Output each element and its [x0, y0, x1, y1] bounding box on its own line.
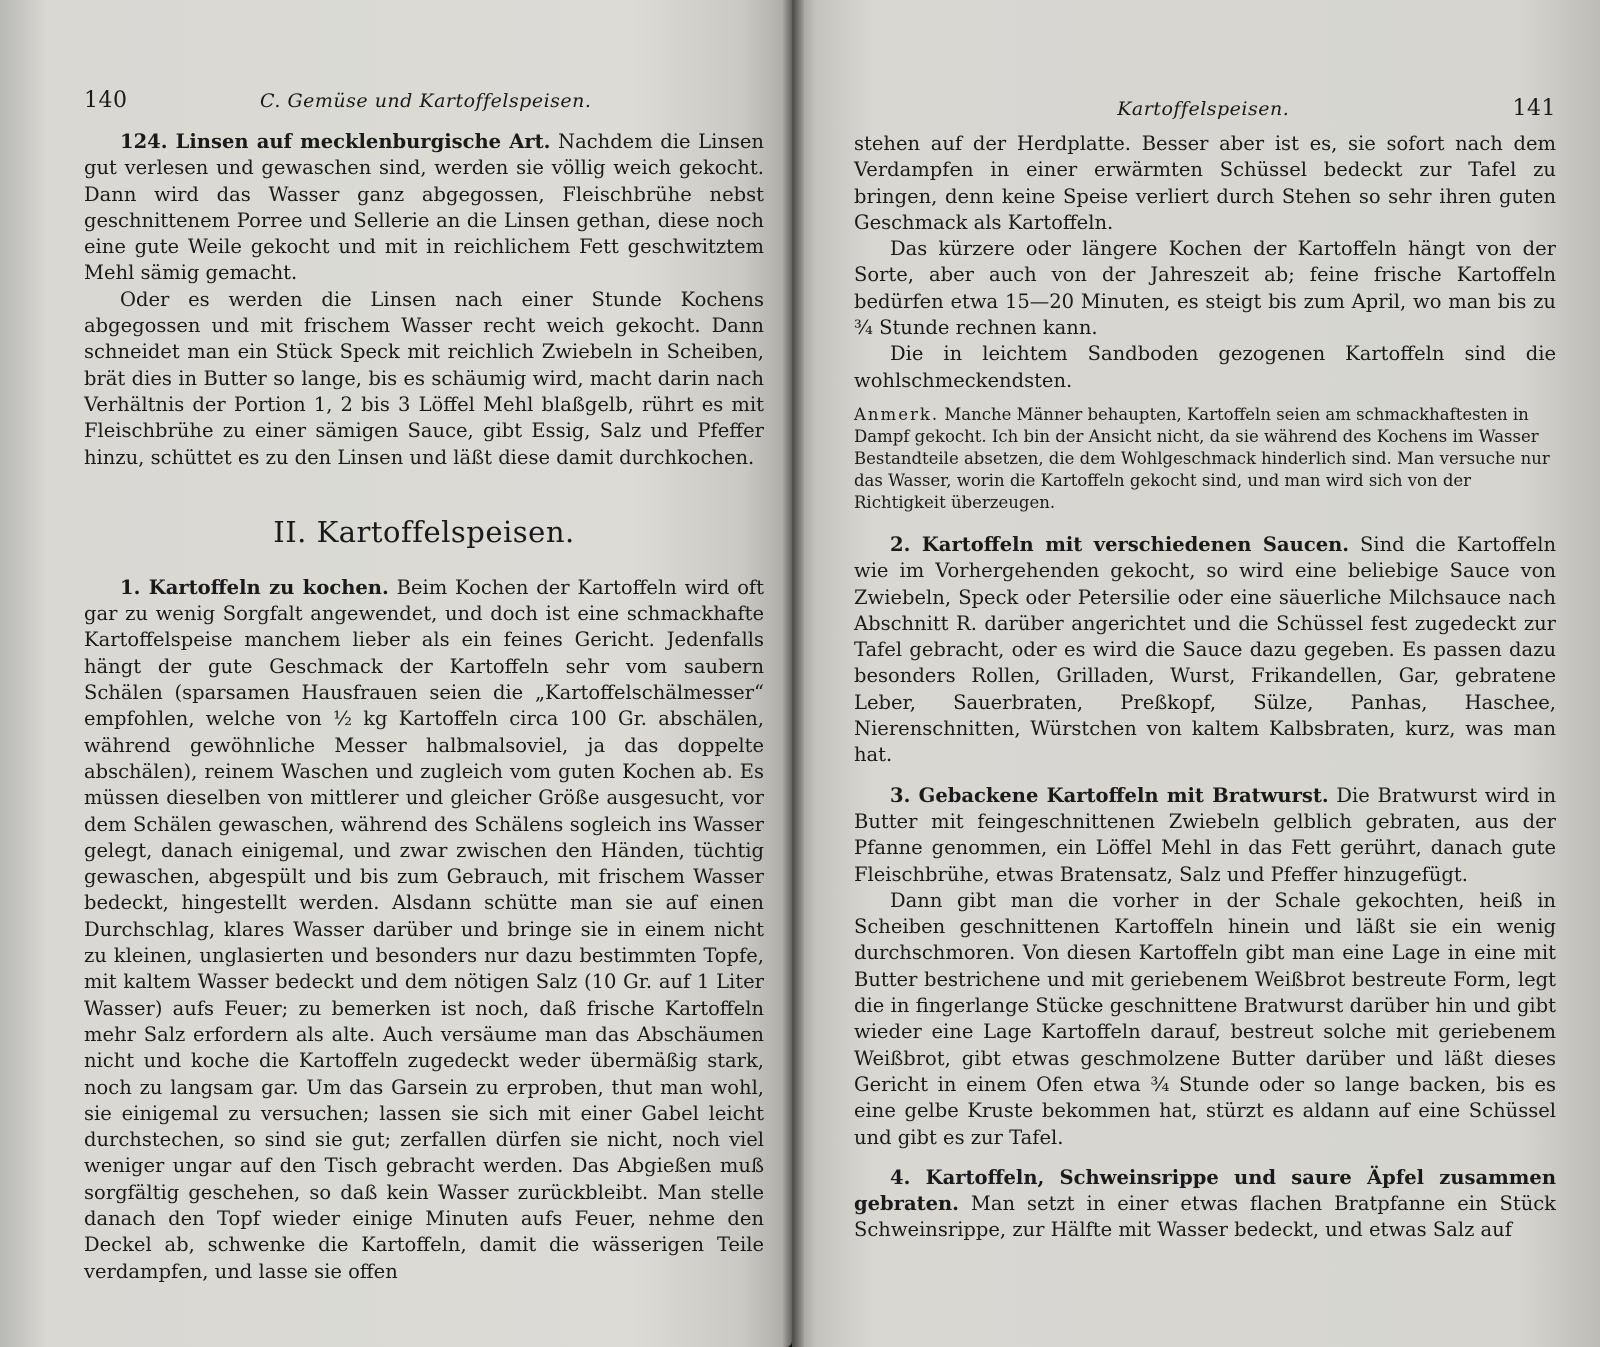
left-page — [0, 0, 792, 1347]
recipe-2-text: Sind die Kartoffeln wie im Vorhergehenden gekocht, so wird eine beliebige Sauce von Zwiebeln, Speck oder Petersilie oder eine säuerliche Milchsauce nach Abschnitt R. darüber angerichtet und die Schüssel fest zugedeckt zur Tafel gebracht, oder es wird die Sauce dazu gegeben. Es passen dazu besonders Rollen, Grilladen, Wurst, Frikandellen, Gar, gebratene Leber, Sauerbraten, Preßkopf, Sülze, Panhas, Haschee, Nierenschnitten, Würstchen von kaltem Kalbsbraten, kurz, was man hat. — [854, 532, 1556, 767]
recipe-2-paragraph — [854, 532, 1556, 769]
left-running-head — [84, 88, 764, 113]
running-title-right: Kartoffelspeisen. — [1117, 98, 1290, 120]
running-title-left: C. Gemüse und Kartoffelspeisen. — [260, 90, 592, 112]
recipe-4-text: Man setzt in einer etwas flachen Bratpfanne ein Stück Schweinsrippe, zur Hälfte mit Wasser bedeckt, und etwas Salz auf — [854, 1192, 1556, 1242]
section-heading: II. Kartoffelspeisen. — [273, 514, 575, 549]
right-page — [792, 0, 1600, 1347]
cooking-time-paragraph: Das kürzere oder längere Kochen der Kartoffeln hängt von der Sorte, aber auch von der Jahreszeit ab; feine frische Kartoffeln bedürfen etwa 15—20 Minuten, es steigt bis zum April, wo man bis zu ¾ Stunde rechnen kann. — [854, 237, 1556, 340]
page-number-right: 141 — [1512, 96, 1556, 121]
recipe-124-text-2: Oder es werden die Linsen nach einer Stunde Kochens abgegossen und mit frischem Wasser recht weich gekocht. Dann schneidet man ein Stück Speck mit reichlich Zwiebeln in Scheiben, brät dies in Butter so lange, bis es schäumig wird, macht darin nach Verhältnis der Portion 1, 2 bis 3 Löffel Mehl blaßgelb, rührt es mit Fleischbrühe zu einer sämigen Sauce, gibt Essig, Salz und Pfeffer hinzu, schüttet es zu den Linsen und läßt diese damit durchkochen. — [84, 287, 764, 469]
recipe-3-text-2: Dann gibt man die vorher in der Schale gekochten, heiß in Scheiben geschnittenen Kartoffeln hinein und läßt sie ein wenig durchschmoren. Von diesen Kartoffeln gibt man eine Lage in eine mit Butter bestrichene und mit geriebenem Weißbrot bestreute Form, legt die in fingerlange Stücke geschnittene Bratwurst darüber hin und gibt wieder eine Lage Kartoffeln darauf, bestreut solche mit geriebenem Weißbrot, gibt etwas geschmolzene Butter darüber und läßt dieses Gericht in einem Ofen etwa ¾ Stunde oder so lange backen, bis es eine gelbe Kruste bekommen hat, stürzt es aldann auf eine Schüssel und gibt es zur Tafel. — [854, 888, 1556, 1149]
recipe-1-text: Beim Kochen der Kartoffeln wird oft gar zu wenig Sorgfalt angewendet, und doch ist eine schmackhafte Kartoffelspeise manchem lieber als ein feines Gericht. Jedenfalls hängt der gute Geschmack der Kartoffeln sehr vom saubern Schälen (sparsamen Hausfrauen seien die „Kartoffelschälmesser“ empfohlen, welche von ½ kg Kartoffeln circa 100 Gr. abschälen, während gewöhnliche Messer halbmalsoviel, ja das doppelte abschälen), reinem Waschen und zugleich vom guten Kochen ab. Es müssen dieselben von mittlerer und gleicher Größe ausgesucht, vor dem Schälen gewaschen, während des Schälens sogleich ins Wasser gelegt, danach einigemal, und zwar zwischen den Händen, tüchtig gewaschen, abgespült und bis zum Gebrauch, mit frischem Wasser bedeckt, hingestellt werden. Alsdann schütte man sie auf einen Durchschlag, klares Wasser darüber und bringe sie in einem nicht zu kleinen, unglasierten und besonders nur dazu bestimmten Topfe, mit kaltem Wasser bedeckt und dem nötigen Salz (10 Gr. auf 1 Liter Wasser) aufs Feuer; zu bemerken ist noch, daß frische Kartoffeln mehr Salz erfordern als alte. Auch versäume man das Abschäumen nicht und koche die Kartoffeln zugedeckt weder übermäßig stark, noch zu langsam gar. Um das Garsein zu erproben, thut man wohl, sie einigemal zu versuchen; lassen sie sich mit einer Gabel leicht durchstechen, so sind sie gut; zerfallen dürfen sie nicht, noch viel weniger ungar auf den Tisch gebracht werden. Das Abgießen muß sorgfältig geschehen, so daß kein Wasser zurückbleibt. Man stelle danach den Topf wieder einige Minuten aufs Feuer, nehme den Deckel ab, schwenke die Kartoffeln, damit die wässerigen Teile verdampfen, und lasse sie offen — [84, 575, 764, 1283]
recipe-124-paragraph — [84, 129, 764, 287]
annotation-note — [854, 404, 1556, 514]
sandy-soil-paragraph: Die in leichtem Sandboden gezogenen Kartoffeln sind die wohlschmeckendsten. — [854, 342, 1556, 392]
page-number-left: 140 — [84, 88, 128, 113]
recipe-2-heading: 2. Kartoffeln mit verschiedenen Saucen. — [890, 532, 1350, 556]
recipe-4-heading: 4. Kartoffeln, Schweinsrippe und saure Äpfel zusammen gebraten. — [854, 1165, 1556, 1216]
recipe-4-paragraph — [854, 1165, 1556, 1244]
recipe-124-heading: 124. Linsen auf mecklenburgische Art. — [120, 130, 551, 153]
book-gutter — [782, 0, 804, 1347]
annotation-label: Anmerk. — [854, 404, 940, 424]
recipe-1-paragraph — [84, 575, 764, 1285]
recipe-1-heading: 1. Kartoffeln zu kochen. — [120, 575, 389, 599]
recipe-3-paragraph — [854, 783, 1556, 888]
annotation-text: Manche Männer behaupten, Kartoffeln seien am schmackhaftesten in Dampf gekocht. Ich bin der Ansicht nicht, da sie während des Kochens im Wasser Bestandteile absetzen, die dem Wohlgeschmack hinderlich sind. Man versuche nur das Wasser, worin die Kartoffeln gekocht sind, und man wird sich von der Richtigkeit überzeugen. — [854, 404, 1550, 512]
recipe-3-heading: 3. Gebackene Kartoffeln mit Bratwurst. — [890, 783, 1329, 807]
recipe-124-text: Nachdem die Linsen gut verlesen und gewaschen sind, werden sie völlig weich gekocht. Dann wird das Wasser ganz abgegossen, Fleischbrühe nebst geschnittenem Porree und Sellerie an die Linsen gethan, diese noch eine gute Weile gekocht und mit in reichlichem Fett geschwitztem Mehl sämig gemacht. — [84, 130, 764, 285]
continuation-paragraph: stehen auf der Herdplatte. Besser aber ist es, sie sofort nach dem Verdampfen in einer erwärmten Schüssel bedeckt zur Tafel zu bringen, denn keine Speise verliert durch Stehen so sehr ihren guten Geschmack als Kartoffeln. — [854, 132, 1556, 234]
recipe-3-text: Die Bratwurst wird in Butter mit feingeschnittenen Zwiebeln gelblich gebraten, aus der Pfanne genommen, ein Löffel Mehl in das Fett gerührt, danach gute Fleischbrühe, etwas Bratensatz, Salz und Pfeffer hinzugefügt. — [854, 783, 1557, 886]
right-running-head — [854, 96, 1556, 121]
